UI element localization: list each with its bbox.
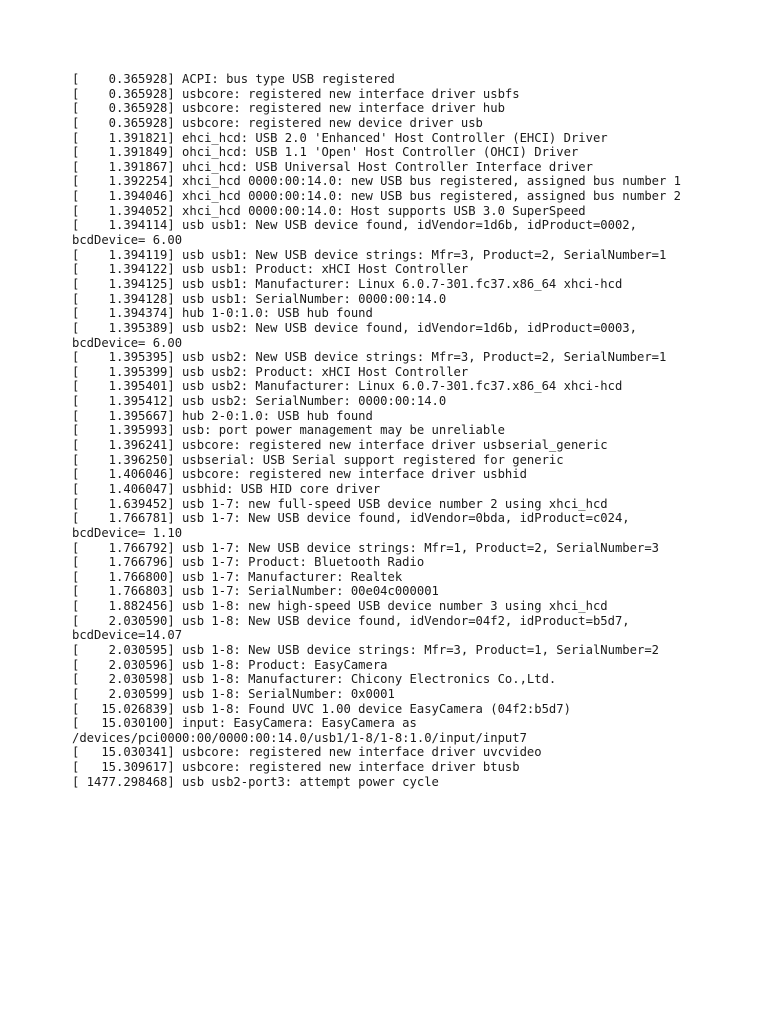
log-line: [ 0.365928] usbcore: registered new interface driver hub bbox=[72, 101, 505, 116]
log-line: [ 15.030341] usbcore: registered new interface driver uvcvideo bbox=[72, 745, 542, 760]
log-line: [ 1.394046] xhci_hcd 0000:00:14.0: new USB bus registered, assigned bus number 2 bbox=[72, 189, 682, 204]
log-line: [ 1.396241] usbcore: registered new interface driver usbserial_generic bbox=[72, 438, 608, 453]
log-line: [ 1.406047] usbhid: USB HID core driver bbox=[72, 481, 381, 496]
log-line: [ 1.394119] usb usb1: New USB device strings: Mfr=3, Product=2, SerialNumber=1 bbox=[72, 247, 667, 262]
log-line: bcdDevice=14.07 bbox=[72, 628, 183, 643]
log-line: [ 1.406046] usbcore: registered new interface driver usbhid bbox=[72, 467, 527, 482]
log-line: [ 1.766803] usb 1-7: SerialNumber: 00e04c000001 bbox=[72, 584, 439, 599]
log-line: [ 1.639452] usb 1-7: new full-speed USB device number 2 using xhci_hcd bbox=[72, 496, 608, 511]
log-line: [ 2.030598] usb 1-8: Manufacturer: Chicony Electronics Co.,Ltd. bbox=[72, 672, 557, 687]
log-line: [ 1.395399] usb usb2: Product: xHCI Host Controller bbox=[72, 364, 469, 379]
log-line: /devices/pci0000:00/0000:00:14.0/usb1/1-8/1-8:1.0/input/input7 bbox=[72, 730, 527, 745]
log-line: [ 1.395395] usb usb2: New USB device strings: Mfr=3, Product=2, SerialNumber=1 bbox=[72, 350, 667, 365]
log-line: [ 1.395401] usb usb2: Manufacturer: Linux 6.0.7-301.fc37.x86_64 xhci-hcd bbox=[72, 379, 623, 394]
log-line: [ 1.394114] usb usb1: New USB device found, idVendor=1d6b, idProduct=0002, bbox=[72, 218, 637, 233]
log-line: bcdDevice= 6.00 bbox=[72, 335, 183, 350]
log-line: [ 2.030596] usb 1-8: Product: EasyCamera bbox=[72, 657, 388, 672]
log-line: [ 1.394125] usb usb1: Manufacturer: Linux 6.0.7-301.fc37.x86_64 xhci-hcd bbox=[72, 276, 623, 291]
log-line: [ 0.365928] usbcore: registered new device driver usb bbox=[72, 115, 483, 130]
log-line: [ 1.395412] usb usb2: SerialNumber: 0000:00:14.0 bbox=[72, 394, 447, 409]
log-line: [ 1.394374] hub 1-0:1.0: USB hub found bbox=[72, 306, 373, 321]
kernel-log bbox=[72, 72, 752, 789]
log-line: [ 1.391821] ehci_hcd: USB 2.0 'Enhanced' Host Controller (EHCI) Driver bbox=[72, 130, 608, 145]
log-line: [ 1477.298468] usb usb2-port3: attempt power cycle bbox=[72, 774, 439, 789]
log-line: [ 1.766781] usb 1-7: New USB device found, idVendor=0bda, idProduct=c024, bbox=[72, 511, 630, 526]
log-line: [ 15.309617] usbcore: registered new interface driver btusb bbox=[72, 760, 520, 775]
log-line: bcdDevice= 1.10 bbox=[72, 525, 183, 540]
log-line: [ 15.026839] usb 1-8: Found UVC 1.00 device EasyCamera (04f2:b5d7) bbox=[72, 701, 571, 716]
log-line: [ 1.766796] usb 1-7: Product: Bluetooth Radio bbox=[72, 555, 425, 570]
log-line: [ 2.030599] usb 1-8: SerialNumber: 0x0001 bbox=[72, 686, 395, 701]
log-line: [ 1.395667] hub 2-0:1.0: USB hub found bbox=[72, 408, 373, 423]
log-line: [ 0.365928] usbcore: registered new interface driver usbfs bbox=[72, 86, 520, 101]
log-line: [ 1.394052] xhci_hcd 0000:00:14.0: Host supports USB 3.0 SuperSpeed bbox=[72, 203, 586, 218]
log-line: [ 1.395389] usb usb2: New USB device found, idVendor=1d6b, idProduct=0003, bbox=[72, 320, 637, 335]
log-line: [ 1.391849] ohci_hcd: USB 1.1 'Open' Host Controller (OHCI) Driver bbox=[72, 145, 579, 160]
log-line: [ 1.392254] xhci_hcd 0000:00:14.0: new USB bus registered, assigned bus number 1 bbox=[72, 174, 682, 189]
log-line: [ 2.030595] usb 1-8: New USB device strings: Mfr=3, Product=1, SerialNumber=2 bbox=[72, 642, 659, 657]
log-line: [ 1.394122] usb usb1: Product: xHCI Host Controller bbox=[72, 262, 469, 277]
log-line: [ 1.396250] usbserial: USB Serial support registered for generic bbox=[72, 452, 564, 467]
log-line: [ 2.030590] usb 1-8: New USB device found, idVendor=04f2, idProduct=b5d7, bbox=[72, 613, 630, 628]
log-line: [ 1.391867] uhci_hcd: USB Universal Host Controller Interface driver bbox=[72, 159, 593, 174]
log-line: [ 1.882456] usb 1-8: new high-speed USB device number 3 using xhci_hcd bbox=[72, 599, 608, 614]
log-line: [ 1.766792] usb 1-7: New USB device strings: Mfr=1, Product=2, SerialNumber=3 bbox=[72, 540, 659, 555]
log-line: [ 1.394128] usb usb1: SerialNumber: 0000:00:14.0 bbox=[72, 291, 447, 306]
log-line: [ 1.395993] usb: port power management may be unreliable bbox=[72, 423, 505, 438]
log-line: bcdDevice= 6.00 bbox=[72, 233, 183, 248]
log-line: [ 0.365928] ACPI: bus type USB registered bbox=[72, 72, 395, 86]
log-line: [ 1.766800] usb 1-7: Manufacturer: Realtek bbox=[72, 569, 403, 584]
log-line: [ 15.030100] input: EasyCamera: EasyCamera as bbox=[72, 716, 417, 731]
